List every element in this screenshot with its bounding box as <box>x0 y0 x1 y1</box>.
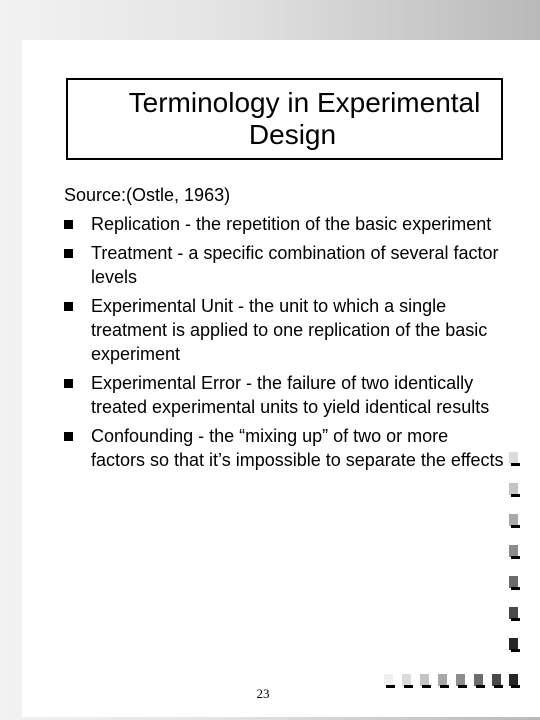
gradient-square-icon <box>509 576 518 588</box>
bullet-text: Experimental Unit - the unit to which a single treatment is applied to one replication of the basic experiment <box>91 296 488 364</box>
slide-body <box>64 183 504 477</box>
bullet-item-confounding <box>64 424 504 472</box>
gradient-square-icon <box>474 674 483 686</box>
bullet-list <box>64 212 504 472</box>
square-bullet-icon <box>64 249 73 258</box>
gradient-square-icon <box>509 452 518 464</box>
gradient-square-icon <box>456 674 465 686</box>
gradient-square-icon <box>402 674 411 686</box>
bullet-text: Experimental Error - the failure of two identically treated experimental units to yield identical results <box>91 373 490 417</box>
title-line-1: Terminology in Experimental <box>128 87 481 118</box>
slide-title <box>66 78 503 160</box>
bullet-item-experimental-unit <box>64 294 504 366</box>
bullet-item-treatment <box>64 241 504 289</box>
gradient-square-icon <box>509 638 518 650</box>
gradient-square-icon <box>438 674 447 686</box>
bullet-text: Replication - the repetition of the basic experiment <box>91 214 492 234</box>
gradient-square-icon <box>509 607 518 619</box>
gradient-square-icon <box>509 674 518 686</box>
gradient-square-icon <box>384 674 393 686</box>
gradient-square-icon <box>509 483 518 495</box>
bullet-item-replication <box>64 212 504 236</box>
gradient-square-icon <box>509 514 518 526</box>
page-number: 23 <box>256 686 270 701</box>
square-bullet-icon <box>64 302 73 311</box>
square-bullet-icon <box>64 379 73 388</box>
title-line-2: Design <box>248 119 337 150</box>
bullet-text: Confounding - the “mixing up” of two or more factors so that it’s impossible to separate the effects <box>91 426 504 470</box>
square-bullet-icon <box>64 432 73 441</box>
bullet-item-experimental-error <box>64 371 504 419</box>
bullet-text: Treatment - a specific combination of several factor levels <box>91 243 499 287</box>
gradient-square-icon <box>509 545 518 557</box>
gradient-square-icon <box>420 674 429 686</box>
source-citation: Source:(Ostle, 1963) <box>64 185 231 205</box>
square-bullet-icon <box>64 220 73 229</box>
gradient-square-icon <box>492 674 501 686</box>
